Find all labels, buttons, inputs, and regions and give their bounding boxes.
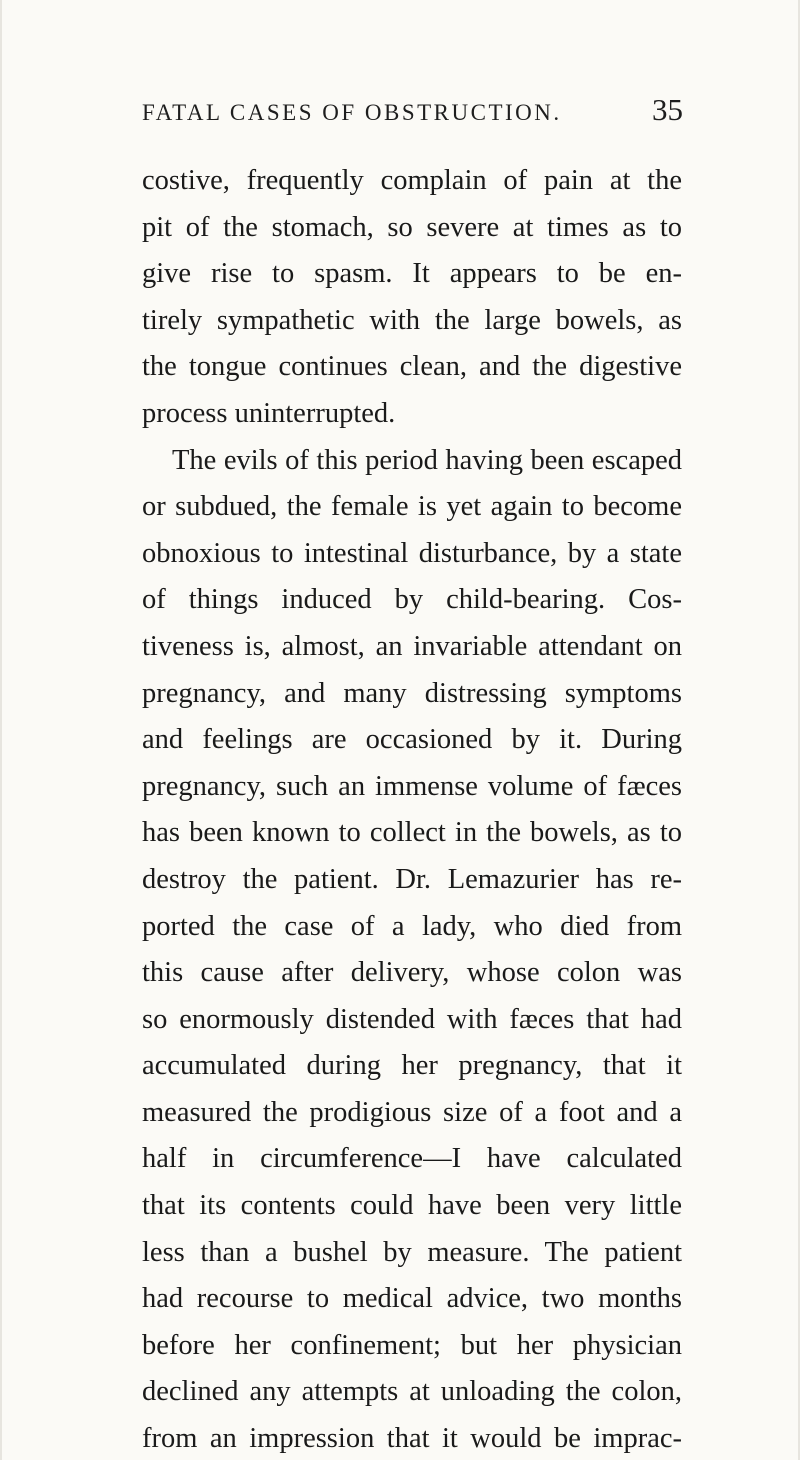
text-line: process uninterrupted.: [142, 397, 396, 429]
text-line: that its contents could have been very little: [142, 1190, 682, 1222]
text-line: before her confinement; but her physician: [142, 1329, 682, 1361]
page-number: 35: [652, 92, 683, 127]
text-line: pregnancy, such an immense volume of fæces: [142, 770, 682, 802]
text-line: and feelings are occasioned by it. During: [142, 724, 682, 756]
text-line: this cause after delivery, whose colon was: [142, 957, 682, 989]
text-line: from an impression that it would be imprac-: [142, 1423, 682, 1455]
text-line: measured the prodigious size of a foot and a: [142, 1096, 682, 1128]
text-line: had recourse to medical advice, two months: [142, 1283, 682, 1315]
text-line: The evils of this period having been escaped: [172, 444, 682, 476]
page-header: [0, 90, 800, 130]
text-line: tirely sympathetic with the large bowels, as: [142, 304, 682, 336]
text-line: obnoxious to intestinal disturbance, by a state: [142, 537, 682, 569]
text-line: so enormously distended with fæces that had: [142, 1003, 682, 1035]
page-edge-left: [0, 0, 2, 1460]
text-line: pit of the stomach, so severe at times as to: [142, 211, 682, 243]
text-line: has been known to collect in the bowels, as to: [142, 817, 682, 849]
text-line: destroy the patient. Dr. Lemazurier has re-: [142, 863, 682, 895]
text-line: give rise to spasm. It appears to be en-: [142, 258, 682, 290]
text-line: ported the case of a lady, who died from: [142, 910, 682, 942]
text-line: accumulated during her pregnancy, that it: [142, 1050, 682, 1082]
text-line: of things induced by child-bearing. Cos-: [142, 584, 682, 616]
text-line: less than a bushel by measure. The patient: [142, 1236, 682, 1268]
text-line: costive, frequently complain of pain at the: [142, 165, 682, 196]
text-line: pregnancy, and many distressing symptoms: [142, 677, 682, 709]
text-line: half in circumference—I have calculated: [142, 1143, 682, 1175]
body-text: [142, 158, 682, 1460]
running-title: FATAL CASES OF OBSTRUCTION.: [142, 100, 562, 125]
text-line: or subdued, the female is yet again to become: [142, 491, 682, 523]
text-line: the tongue continues clean, and the digestive: [142, 351, 682, 383]
text-line: declined any attempts at unloading the colon,: [142, 1376, 682, 1408]
text-line: tiveness is, almost, an invariable attendant on: [142, 630, 682, 662]
